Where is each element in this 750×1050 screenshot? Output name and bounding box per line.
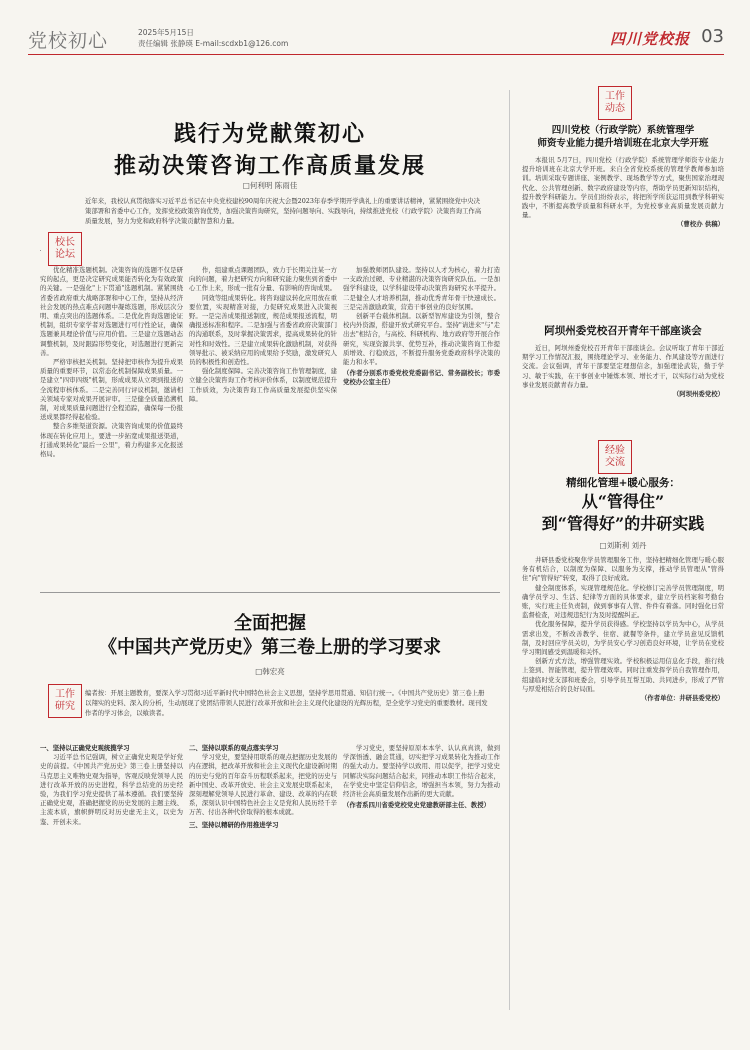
tag-work-research	[48, 684, 82, 718]
news1-body-text: 本报讯 5月7日，四川党校（行政学院）系统管理学师资专业能力提升培训班在北京大学开班。来自全省党校系统的管理学教师参加培训。培训采取专题讲座、案例教学、现场教学等方式，聚焦国家治理现代化、公共管理创新、数字政府建设等内容，帮助学员更新知识结构，提升教学科研能力。学员们纷纷表示，将把所学所获运用到教学科研实践中，不断提高教学质量和科研水平，为党校事业高质量发展贡献力量。	[522, 156, 724, 220]
main-col-2	[189, 266, 337, 404]
study-intro: 编者按：开展主题教育，要深入学习贯彻习近平新时代中国特色社会主义思想，坚持学思用贯通、知信行统一。《中国共产党历史》第三卷上册以翔实的史料、深入的分析，生动展现了党团结带领人民进行改革开放和社会主义现代化建设的光辉历程，是全党学习党史的重要教材。现刊发作者的学习体会，以飨读者。	[85, 689, 488, 717]
tag-line1: 工作	[55, 689, 75, 700]
main-col2-p1: 作，组建重点课题团队，致力于长期关注某一方向的问题，着力把研究方向和研究能力聚焦到省委中心工作上来，形成一批有分量、有影响的咨询成果。	[189, 266, 337, 293]
study-col-3	[343, 744, 500, 810]
main-col-1	[40, 266, 183, 459]
news1-title-line2: 师资专业能力提升培训班在北京大学开班	[537, 138, 709, 149]
tag-line2: 交流	[605, 457, 625, 468]
study-headline-line1: 全面把握	[234, 613, 306, 634]
tag-line1: 经验	[605, 445, 625, 456]
news2-title: 阿坝州委党校召开青年干部座谈会	[544, 325, 702, 337]
news3-footer: （作者单位：井研县委党校）	[640, 694, 724, 703]
news3-p4: 创新方式方法，增强管理实效。学校积极运用信息化手段，推行线上签到、智能管理，提升管理效率。同时注重发挥学员自我管理作用，组建临时党支部和班委会，引导学员互帮互助、共同进步，形成了严管与厚爱相结合的良好局面。	[522, 657, 724, 693]
study-col1-body: 习近平总书记强调，树立正确党史观是学好党史的前提。《中国共产党历史》第三卷上册坚持以马克思主义唯物史观为指导，客观反映党领导人民进行改革开放的历史进程，科学总结党的历史经验，为我们学习党史提供了基本遵循。我们要坚持正确党史观，准确把握党的历史发展的主题主线、主流本质，旗帜鲜明反对历史虚无主义，以史为鉴、开创未来。	[40, 753, 183, 826]
tag-experience	[598, 440, 632, 474]
tag-principal-forum	[48, 232, 82, 266]
news2-footer: （阿坝州委党校）	[672, 390, 724, 399]
main-intro: 近年来，我校认真贯彻落实习近平总书记在中央党校建校90周年庆祝大会暨2023年春季学期开学典礼上的重要讲话精神，紧紧围绕党中央决策部署和省委中心工作，发挥党校政策咨询优势，加强决策咨询研究，坚持问题导向、实践导向，持续推进党校（行政学院）决策咨询工作高质量发展，努力为党和政府科学决策贡献智慧和力量。	[85, 197, 482, 225]
news2-body-text: 近日，阿坝州委党校召开青年干部座谈会。会议听取了青年干部近期学习工作情况汇报，围绕理论学习、业务能力、作风建设等方面进行交流。会议强调，青年干部要坚定理想信念，加强理论武装，勤于学习、敏于实践，在干事创业中锤炼本领、增长才干，以实际行动为党校事业发展贡献青春力量。	[522, 344, 724, 389]
sidebar-divider	[509, 90, 510, 1010]
news1-title-line1: 四川党校（行政学院）系统管理学	[551, 125, 695, 136]
news3-title-line3: 到“管得好”的井研实践	[541, 514, 705, 533]
news3-title-line1: 精细化管理+暖心服务：	[566, 477, 680, 489]
editor-line: 责任编辑 张静瑛 E-mail:scdxb1@126.com	[138, 39, 289, 48]
tag-line1: 工作	[605, 91, 625, 102]
main-byline: □何利明 陈雨佳	[242, 181, 298, 190]
study-author-note: （作者系四川省委党校党史党建教研部主任、教授）	[343, 801, 490, 810]
header-rule	[28, 54, 724, 55]
main-headline-line1: 践行为党献策初心	[173, 121, 366, 147]
study-col3-body: 学习党史，要坚持原原本本学、认认真真读，做到学深悟透、融会贯通，切实把学习成果转化为推动工作的强大动力。要坚持学以致用、用以促学，把学习党史同解决实际问题结合起来，同推动本职工作结合起来，在学党史中坚定信仰信念，增强担当本领，努力为推动经济社会高质量发展作出新的更大贡献。	[343, 744, 500, 799]
news3-byline: □刘斯利 刘丹	[599, 541, 647, 550]
news3-p2: 健全制度体系，实现管理规范化。学校修订完善学员管理制度，明确学员学习、生活、纪律等方面的具体要求，建立学员档案和考勤台账，实行班主任负责制，做到事事有人管、件件有着落。同时强化日常监督检查，对违规违纪行为及时提醒纠正。	[522, 583, 724, 620]
main-headline-line2: 推动决策咨询工作高质量发展	[113, 153, 426, 179]
study-col2-body: 学习党史，要坚持用联系的观点把握历史发展的内在逻辑，把改革开放和社会主义现代化建设新时期的历史与党的百年奋斗历程联系起来，把党的历史与新中国史、改革开放史、社会主义发展史联系起来，深刻理解党领导人民进行革命、建设、改革的内在联系，深刻认识中国特色社会主义是党和人民历经千辛万苦、付出各种代价取得的根本成就。	[189, 753, 337, 817]
news1-footer: （曹校办 供稿）	[677, 220, 724, 229]
rule	[40, 250, 41, 251]
newspaper-logo: 四川党校报	[609, 30, 690, 48]
news3-p1: 井研县委党校聚焦学员管理服务工作，坚持把精细化管理与暖心服务有机结合，以制度为保障、以服务为支撑，推动学员管理从"管得住"向"管得好"转变，取得了良好成效。	[522, 556, 724, 583]
study-col2-heading: 二、坚持以联系的观点落实学习	[189, 744, 279, 752]
news3-title-line2: 从“管得住”	[581, 492, 665, 511]
main-author-note: （作者分别系市委党校党委副书记、常务副校长；市委党校办公室主任）	[343, 369, 500, 387]
study-col-2	[189, 744, 337, 830]
issue-date: 2025年5月15日	[138, 28, 194, 37]
news3-p3: 优化服务保障，提升学员获得感。学校坚持以学员为中心，从学员需求出发，不断改善教学、住宿、就餐等条件，建立学员意见反馈机制，及时回应学员关切，为学员安心学习创造良好环境，让学员在党校学习期间感受到温暖和关怀。	[522, 620, 724, 657]
main-col3-p2: 创新平台载体机制。以新型智库建设为引领，整合校内外资源，搭建开放式研究平台。坚持"请进来"与"走出去"相结合，与高校、科研机构、地方政府等开展合作研究，实现资源共享、优势互补，推动决策咨询工作提质增效、行稳致远，不断提升服务党委政府科学决策的能力和水平。	[343, 312, 500, 367]
tag-line2: 研究	[55, 701, 75, 712]
main-col1-p2: 严格审核把关机制。坚持把审核作为提升成果质量的重要环节，以常态化机制保障成果质量。一是建立"四审四级"机制，形成成果从立项到报送的全流程审核体系。二是完善同行评议机制，邀请相关领域专家对成果开展评审。三是健全质量追溯机制，对成果质量问题进行全程追踪，确保每一份报送成果都经得起检验。	[40, 358, 183, 422]
tag-line1: 校长	[55, 237, 75, 248]
section-title: 党校初心	[28, 30, 109, 52]
main-col2-p2: 同效等组成果转化。将咨询建议转化应用放在重要位置，实现精准对接，力促研究成果进入决策视野。一是完善成果报送制度，规范成果报送流程，明确报送标准和程序。二是加强与省委省政府决策部门的沟通联系，及时掌握决策需求，提高成果转化的针对性和时效性。三是建立成果转化激励机制，对获得领导批示、被采纳应用的成果给予奖励，激发研究人员的积极性和创造性。	[189, 293, 337, 367]
study-col2-heading2: 三、坚持以精研的作用推进学习	[189, 820, 279, 829]
main-col1-p1: 优化精准选题机制。决策咨询的选题不仅是研究的起点，更是决定研究成果能否转化为有效政策的关键。一是强化"上下贯通"选题机制。紧紧围绕省委省政府重大战略部署和中心工作，坚持从经济社会发展的热点难点问题中凝练选题，形成层次分明、重点突出的选题体系。二是优化咨询选题论证机制，组织专家学者对选题进行可行性论证，确保选题兼具理论价值与应用价值。三是建立选题动态调整机制，及时跟踪形势变化，对选题进行更新完善。	[40, 266, 183, 357]
main-headline	[40, 118, 500, 182]
study-byline: □韩宏亮	[255, 667, 285, 676]
masthead	[28, 26, 724, 54]
section-divider	[40, 592, 500, 593]
news3-body	[522, 556, 724, 703]
study-headline-line2: 《中国共产党历史》第三卷上册的学习要求	[99, 637, 441, 658]
study-col1-heading: 一、坚持以正确党史观统揽学习	[40, 744, 130, 752]
date-line	[138, 27, 288, 49]
news1-body	[522, 156, 724, 230]
page-number: 03	[701, 26, 724, 47]
tag-work-news	[598, 86, 632, 120]
news1-title	[522, 124, 724, 150]
news2-body	[522, 344, 724, 399]
main-col-3	[343, 266, 500, 388]
study-col-1	[40, 744, 183, 827]
tag-line2: 动态	[605, 103, 625, 114]
tag-line2: 论坛	[55, 249, 75, 260]
main-col3-p1: 加强教师团队建设。坚持以人才为核心，着力打造一支政治过硬、专业精湛的决策咨询研究队伍。一是加强学科建设，以学科建设带动决策咨询研究水平提升。二是健全人才培养机制，推动优秀青年骨干快速成长。三是完善激励政策，营造干事创业的良好氛围。	[343, 266, 500, 311]
main-col2-p3: 强化制度保障。完善决策咨询工作管理制度，建立健全决策咨询工作考核评价体系，以制度规范提升工作质效，为决策咨询工作高质量发展提供坚实保障。	[189, 367, 337, 403]
main-col1-p3: 整合多维渠道资源。决策咨询成果的价值最终体现在转化应用上，要进一步拓宽成果报送渠道，打通成果转化"最后一公里"，着力构建多元化报送格局。	[40, 422, 183, 459]
